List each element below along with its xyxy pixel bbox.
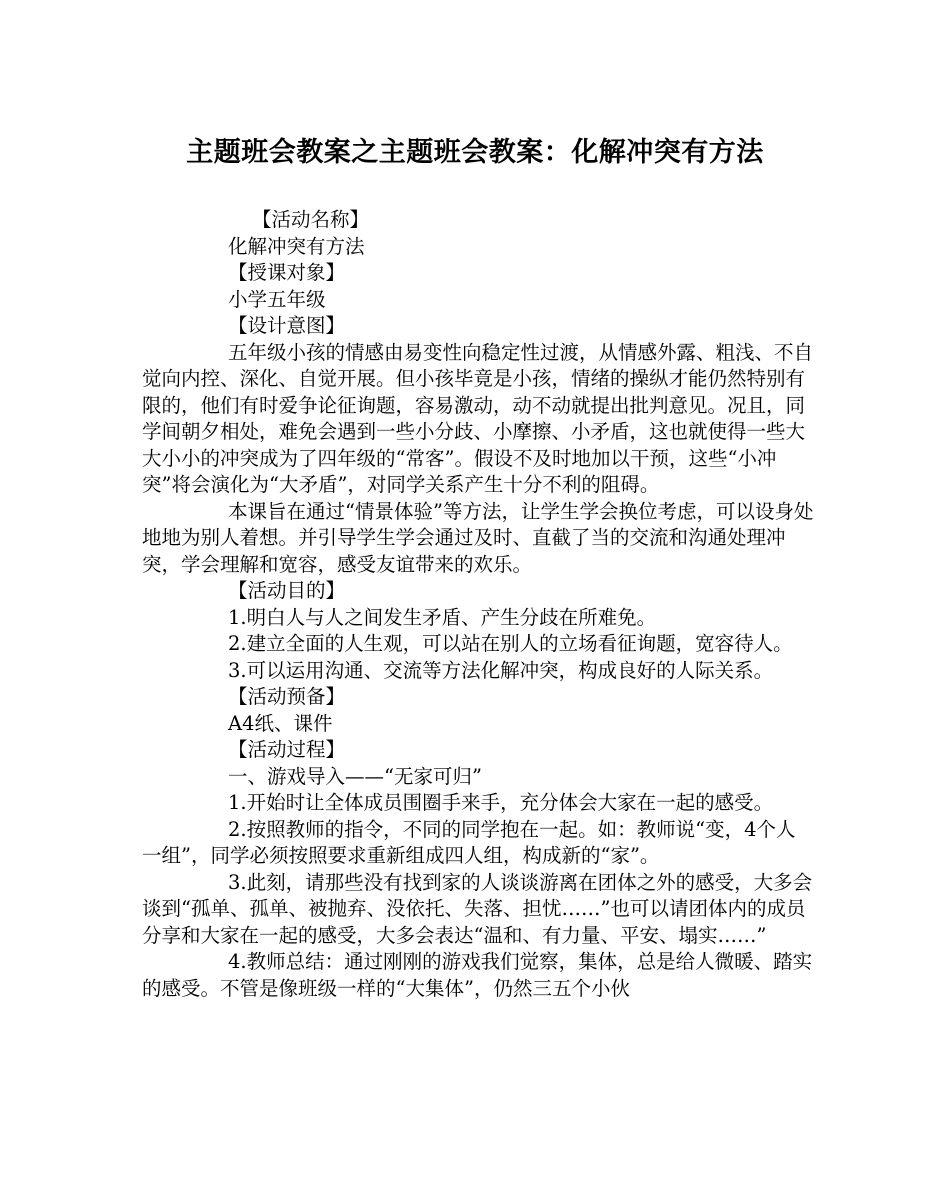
list-item: 3.此刻，请那些没有找到家的人谈谈游离在团体之外的感受，大多会谈到“孤单、孤单、被抛弃、没依托、失落、担忧……”也可以请团体内的成员分享和大家在一起的感受，大多会表达“温和、有力量、平安、塌实……” bbox=[142, 870, 813, 947]
section-heading-activity-goal: 【活动目的】 bbox=[228, 579, 346, 602]
subsection-heading: 一、游戏导入——“无家可归” bbox=[228, 764, 482, 788]
document-title: 主题班会教案之主题班会教案：化解冲突有方法 bbox=[186, 137, 764, 168]
section-heading-audience: 【授课对象】 bbox=[228, 261, 346, 284]
document-body bbox=[142, 207, 814, 1002]
list-item: 2.建立全面的人生观，可以站在别人的立场看征询题，宽容待人。 bbox=[228, 632, 793, 655]
list-item: 2.按照教师的指令，不同的同学抱在一起。如：教师说“变，4个人一组”，同学必须按照要求重新组成四人组，构成新的“家”。 bbox=[142, 817, 796, 867]
list-item: 3.可以运用沟通、交流等方法化解冲突，构成良好的人际关系。 bbox=[228, 658, 774, 682]
paragraph: 小学五年级 bbox=[228, 287, 326, 311]
paragraph: 五年级小孩的情感由易变性向稳定性过渡，从情感外露、粗浅、不自觉向内控、深化、自觉开展。但小孩毕竟是小孩，情绪的操纵才能仍然特别有限的，他们有时爱争论征询题，容易激动，动不动就提出批判意见。况且，同学间朝夕相处，难免会遇到一些小分歧、小摩擦、小矛盾，这也就使得一些大大小小的冲突成为了四年级的“常客”。假设不及时地加以干预，这些“小冲突”将会演化为“大矛盾”，对同学关系产生十分不利的阻碍。 bbox=[142, 340, 814, 496]
paragraph: 化解冲突有方法 bbox=[228, 234, 365, 258]
section-heading-process: 【活动过程】 bbox=[228, 738, 346, 761]
paragraph: 本课旨在通过“情景体验”等方法，让学生学会换位考虑，可以设身处地地为别人着想。并引导学生学会通过及时、直截了当的交流和沟通处理冲突，学会理解和宽容，感受友谊带来的欢乐。 bbox=[142, 499, 814, 576]
section-heading-activity-name: 【活动名称】 bbox=[252, 208, 370, 231]
section-heading-design-intent: 【设计意图】 bbox=[228, 314, 346, 337]
list-item: 4.教师总结：通过刚刚的游戏我们觉察，集体，总是给人微暖、踏实的感受。不管是像班级一样的“大集体”，仍然三五个小伙 bbox=[142, 950, 813, 1000]
list-item: 1.明白人与人之间发生矛盾、产生分歧在所难免。 bbox=[228, 605, 657, 629]
paragraph: A4纸、课件 bbox=[228, 711, 333, 735]
section-heading-preparation: 【活动预备】 bbox=[228, 685, 346, 708]
list-item: 1.开始时让全体成员围圈手来手，充分体会大家在一起的感受。 bbox=[228, 791, 774, 814]
